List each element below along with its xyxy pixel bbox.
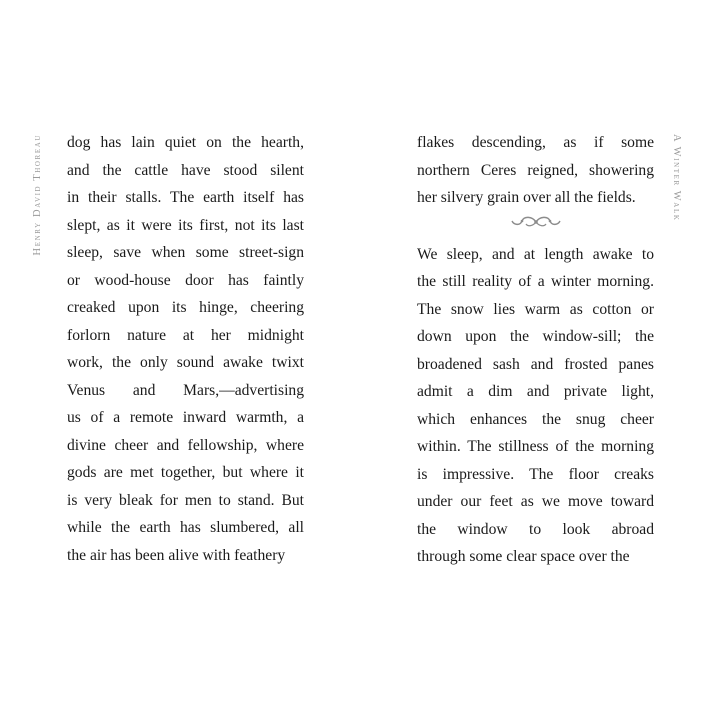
- text-line: northern Ceres reigned, showering: [417, 161, 654, 179]
- left-page-body: [67, 129, 304, 569]
- text-line: dog has lain quiet on the hearth,: [67, 134, 304, 151]
- text-line: the still reality of a winter morning.: [417, 273, 654, 290]
- text-line: divine cheer and fellowship, where: [67, 436, 304, 454]
- running-head-title: A Winter Walk: [671, 134, 682, 222]
- text-line: work, the only sound awake twixt: [67, 354, 304, 371]
- text-line: within. The stillness of the morning: [417, 438, 654, 455]
- right-page-top-lines: [417, 129, 654, 212]
- text-line: the window to look abroad: [417, 520, 654, 538]
- text-line: through some clear space over the: [417, 548, 630, 565]
- text-line: sleep, save when some street-sign: [67, 244, 304, 261]
- text-line: We sleep, and at length awake to: [417, 245, 654, 263]
- text-line: the air has been alive with feathery: [67, 546, 286, 564]
- text-line: is impressive. The floor creaks: [417, 465, 654, 483]
- text-line: flakes descending, as if some: [417, 134, 654, 151]
- fleuron-ornament-icon: [417, 214, 654, 241]
- text-line: gods are met together, but where it: [67, 464, 304, 481]
- text-line: which enhances the snug cheer: [417, 410, 654, 428]
- text-line: admit a dim and private light,: [417, 383, 654, 400]
- text-line: forlorn nature at her midnight: [67, 326, 304, 344]
- text-line: slept, as it were its first, not its last: [67, 216, 304, 234]
- text-line: Venus and Mars,—advertising: [67, 381, 304, 399]
- text-line: her silvery grain over all the fields.: [417, 189, 636, 206]
- text-line: The snow lies warm as cotton or: [417, 300, 654, 318]
- running-head-author: Henry David Thoreau: [32, 134, 43, 256]
- text-line: is very bleak for men to stand. But: [67, 491, 304, 509]
- text-line: us of a remote inward warmth, a: [67, 409, 304, 426]
- text-line: while the earth has slumbered, all: [67, 519, 304, 536]
- text-line: under our feet as we move toward: [417, 493, 654, 510]
- text-line: broadened sash and frosted panes: [417, 355, 654, 373]
- right-page-body: [417, 129, 654, 571]
- text-line: down upon the window-sill; the: [417, 328, 654, 345]
- right-page-bottom-lines: [417, 241, 654, 571]
- text-line: or wood-house door has faintly: [67, 271, 304, 289]
- text-line: in their stalls. The earth itself has: [67, 189, 304, 206]
- text-line: creaked upon its hinge, cheering: [67, 299, 304, 316]
- text-line: and the cattle have stood silent: [67, 161, 304, 179]
